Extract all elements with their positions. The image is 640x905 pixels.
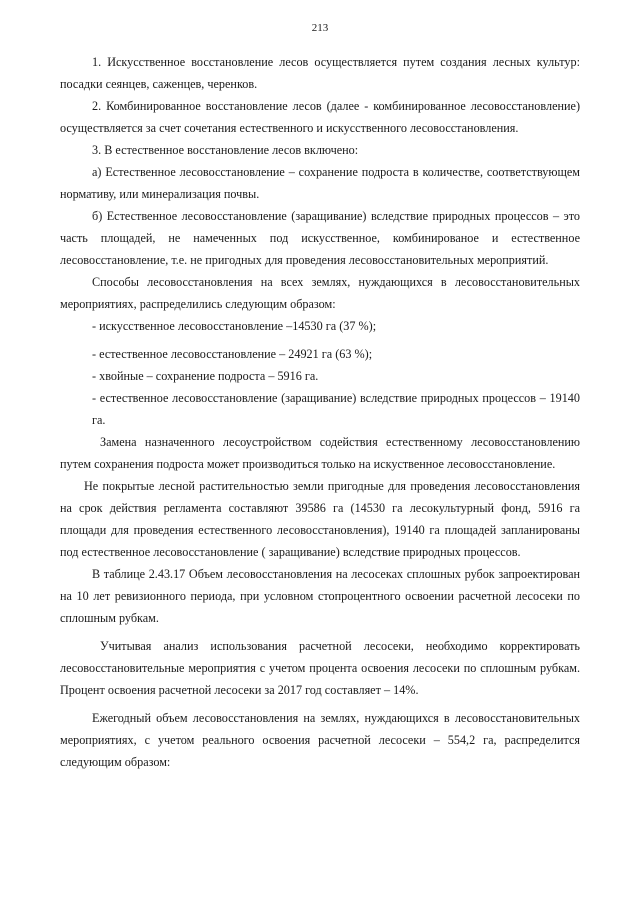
paragraph-combined-restoration: 2. Комбинированное восстановление лесов (далее - комбинированное лесовосстановление) осуществляется за счет сочетания естественного и искусственного лесовосстановления. — [60, 99, 580, 135]
paragraph-analysis: Учитывая анализ использования расчетной лесосеки, необходимо корректировать лесовосстановительные мероприятия с учетом процента освоения лесосеки по сплошным рубкам. Процент освоения расчетной лесосеки за 2017 год составляет – 14%. — [60, 639, 580, 697]
page-number: 213 — [311, 22, 329, 34]
list-item-artificial: - искусственное лесовосстановление –14530 га (37 %); — [92, 319, 377, 333]
list-item-conifers: - хвойные – сохранение подроста – 5916 га. — [92, 369, 319, 383]
paragraph-methods-intro: Способы лесовосстановления на всех землях, нуждающихся в лесовосстановительных мероприятиях, распределились следующим образом: — [60, 275, 580, 311]
paragraph-table-reference: В таблице 2.43.17 Объем лесовосстановления на лесосеках сплошных рубок запроектирован на 10 лет ревизионного периода, при условном стопроцентного освоении расчетной лесосеки по сплошным рубкам. — [60, 567, 580, 625]
paragraph-item-b: б) Естественное лесовосстановление (заращивание) вследствие природных процессов – это часть площадей, не намеченных под искусственное, комбинированое и естественное лесовосстановление, т.е. не пригодных для проведения лесовосстановительных мероприятий. — [60, 209, 580, 267]
paragraph-natural-restoration-heading: 3. В естественное восстановление лесов включено: — [92, 143, 359, 157]
paragraph-item-a: а) Естественное лесовосстановление – сохранение подроста в количестве, соответствующем нормативу, или минерализация почвы. — [60, 165, 580, 201]
paragraph-annual-volume: Ежегодный объем лесовосстановления на землях, нуждающихся в лесовосстановительных мероприятиях, с учетом реального освоения расчетной лесосеки – 554,2 га, распределится следующим образом: — [60, 711, 580, 769]
paragraph-artificial-restoration: 1. Искусственное восстановление лесов осуществляется путем создания лесных культур: посадки сеянцев, саженцев, черенков. — [60, 55, 580, 91]
paragraph-replacement: Замена назначенного лесоустройством содействия естественному лесовосстановлению путем сохранения подроста может производиться только на искуственное лесовосстановление. — [60, 435, 580, 471]
list-item-natural: - естественное лесовосстановление – 24921 га (63 %); — [92, 347, 373, 361]
document-body — [60, 51, 580, 773]
paragraph-unforested-lands: Не покрытые лесной растительностью земли пригодные для проведения лесовосстановления на срок действия регламента составляют 39586 га (14530 га лесокультурный фонд, 5916 га площади для проведения естественного лесовосстановления), 19140 га площадей запланированы под естественное лесовосстановление ( заращивание) вследствие природных процессов. — [60, 479, 580, 559]
list-item-natural-overgrowth: - естественное лесовосстановление (заращивание) вследствие природных процессов – 19140 га. — [92, 391, 580, 427]
